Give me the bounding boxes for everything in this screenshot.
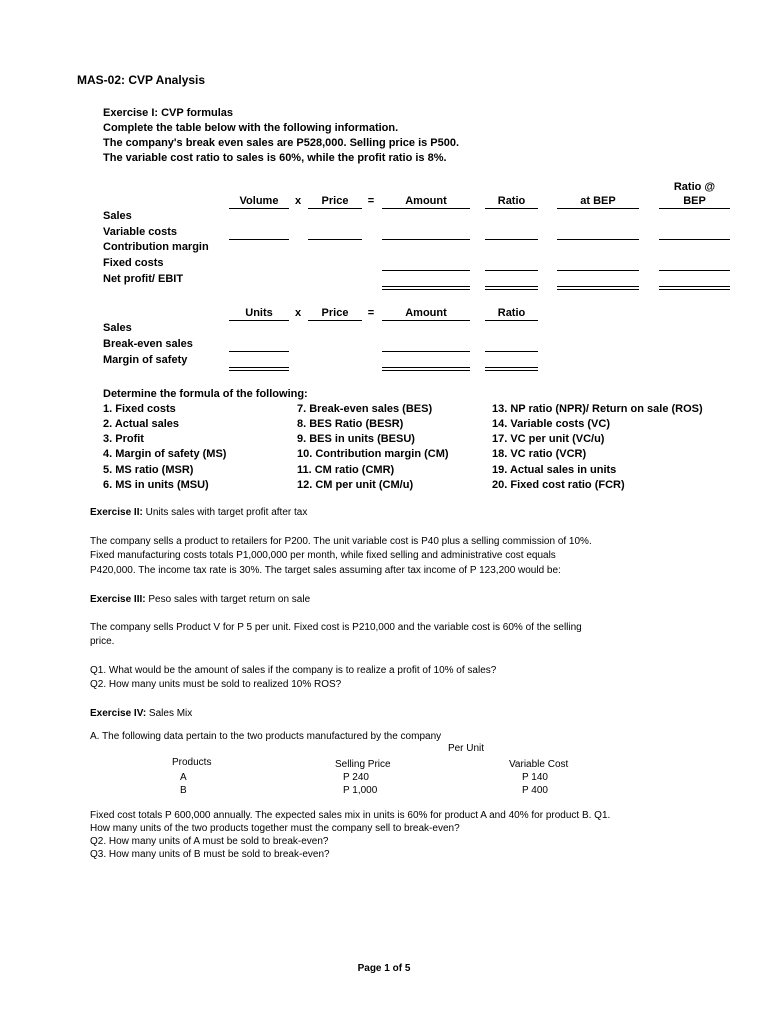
formula-item: 3. Profit bbox=[103, 433, 144, 445]
formula-item: 14. Variable costs (VC) bbox=[492, 418, 610, 430]
row-label-net-profit: Net profit/ EBIT bbox=[103, 273, 184, 285]
formula-item: 2. Actual sales bbox=[103, 418, 180, 430]
formula-item: 20. Fixed cost ratio (FCR) bbox=[492, 479, 625, 491]
col-header-ratio: Ratio bbox=[497, 307, 526, 319]
exercise-1-line: The variable cost ratio to sales is 60%, while the profit ratio is 8%. bbox=[103, 152, 447, 164]
col-header-amount: Amount bbox=[405, 195, 447, 207]
formula-item: 6. MS in units (MSU) bbox=[103, 479, 209, 491]
exercise-2-heading: Exercise II: Units sales with target profit after tax bbox=[90, 507, 308, 518]
exercise-4-line: How many units of the two products together must the company sell to break-even? bbox=[90, 823, 460, 834]
exercise-4-heading: Exercise IV: Sales Mix bbox=[90, 708, 193, 719]
exercise-3-line: price. bbox=[90, 636, 115, 647]
col-header-selling-price: Selling Price bbox=[335, 759, 391, 770]
exercise-4-intro: A. The following data pertain to the two products manufactured by the company bbox=[90, 731, 442, 742]
formula-item: 13. NP ratio (NPR)/ Return on sale (ROS) bbox=[492, 403, 703, 415]
row-label-sales: Sales bbox=[103, 322, 132, 334]
col-header-products: Products bbox=[172, 757, 212, 768]
product-variable-cost: P 400 bbox=[522, 785, 548, 796]
formula-item: 11. CM ratio (CMR) bbox=[297, 464, 395, 476]
page-title: MAS-02: CVP Analysis bbox=[77, 73, 206, 87]
product-name: B bbox=[180, 785, 187, 796]
exercise-1-heading: Exercise I: CVP formulas bbox=[103, 107, 234, 119]
product-price: P 1,000 bbox=[343, 785, 378, 796]
col-header-equals: = bbox=[367, 195, 375, 207]
col-header-equals: = bbox=[367, 307, 375, 319]
col-header-ratio-bep-bottom: BEP bbox=[683, 195, 706, 207]
formula-item: 10. Contribution margin (CM) bbox=[297, 448, 449, 460]
product-price: P 240 bbox=[343, 772, 369, 783]
exercise-4-line: Q2. How many units of A must be sold to break-even? bbox=[90, 836, 329, 847]
product-variable-cost: P 140 bbox=[522, 772, 548, 783]
product-name: A bbox=[180, 772, 187, 783]
formula-item: 17. VC per unit (VC/u) bbox=[492, 433, 605, 445]
col-header-volume: Volume bbox=[239, 195, 279, 207]
row-label-margin-of-safety: Margin of safety bbox=[103, 354, 188, 366]
exercise-1-line: Complete the table below with the following information. bbox=[103, 122, 399, 134]
row-label-fixed-costs: Fixed costs bbox=[103, 257, 164, 269]
formula-item: 7. Break-even sales (BES) bbox=[297, 403, 433, 415]
per-unit-label: Per Unit bbox=[447, 743, 485, 754]
col-header-price: Price bbox=[321, 195, 349, 207]
row-label-contribution-margin: Contribution margin bbox=[103, 241, 209, 253]
row-label-break-even-sales: Break-even sales bbox=[103, 338, 193, 350]
exercise-2-line: The company sells a product to retailers for P200. The unit variable cost is P40 plus a selling commission of 10%. bbox=[90, 536, 592, 547]
formula-item: 8. BES Ratio (BESR) bbox=[297, 418, 404, 430]
col-header-price: Price bbox=[321, 307, 349, 319]
formula-item: 12. CM per unit (CM/u) bbox=[297, 479, 414, 491]
exercise-3-line: The company sells Product V for P 5 per unit. Fixed cost is P210,000 and the variable cost is 60% of the selling bbox=[90, 622, 582, 633]
row-label-sales: Sales bbox=[103, 210, 132, 222]
col-header-ratio-bep-top: Ratio @ bbox=[673, 181, 716, 193]
exercise-4-line: Q3. How many units of B must be sold to break-even? bbox=[90, 849, 330, 860]
formula-item: 5. MS ratio (MSR) bbox=[103, 464, 194, 476]
col-header-variable-cost: Variable Cost bbox=[509, 759, 569, 770]
formula-heading: Determine the formula of the following: bbox=[103, 388, 308, 400]
exercise-3-question: Q1. What would be the amount of sales if the company is to realize a profit of 10% of sales? bbox=[90, 665, 497, 676]
col-header-times: x bbox=[294, 307, 302, 319]
col-header-units: Units bbox=[245, 307, 273, 319]
page-number: Page 1 of 5 bbox=[357, 963, 411, 974]
exercise-4-line: Fixed cost totals P 600,000 annually. The expected sales mix in units is 60% for product A and 40% for product B. Q1. bbox=[90, 810, 611, 821]
formula-item: 18. VC ratio (VCR) bbox=[492, 448, 587, 460]
formula-item: 9. BES in units (BESU) bbox=[297, 433, 415, 445]
formula-item: 4. Margin of safety (MS) bbox=[103, 448, 227, 460]
exercise-2-line: Fixed manufacturing costs totals P1,000,000 per month, while fixed selling and administrative cost equals bbox=[90, 550, 556, 561]
row-label-variable-costs: Variable costs bbox=[103, 226, 177, 238]
col-header-amount: Amount bbox=[405, 307, 447, 319]
exercise-1-line: The company's break even sales are P528,000. Selling price is P500. bbox=[103, 137, 460, 149]
exercise-3-question: Q2. How many units must be sold to realized 10% ROS? bbox=[90, 679, 342, 690]
col-header-times: x bbox=[294, 195, 302, 207]
col-header-ratio: Ratio bbox=[497, 195, 526, 207]
formula-item: 1. Fixed costs bbox=[103, 403, 176, 415]
exercise-2-line: P420,000. The income tax rate is 30%. The target sales assuming after tax income of P 123,200 would be: bbox=[90, 565, 561, 576]
exercise-3-heading: Exercise III: Peso sales with target return on sale bbox=[90, 594, 311, 605]
col-header-at-bep: at BEP bbox=[580, 195, 616, 207]
formula-item: 19. Actual sales in units bbox=[492, 464, 617, 476]
